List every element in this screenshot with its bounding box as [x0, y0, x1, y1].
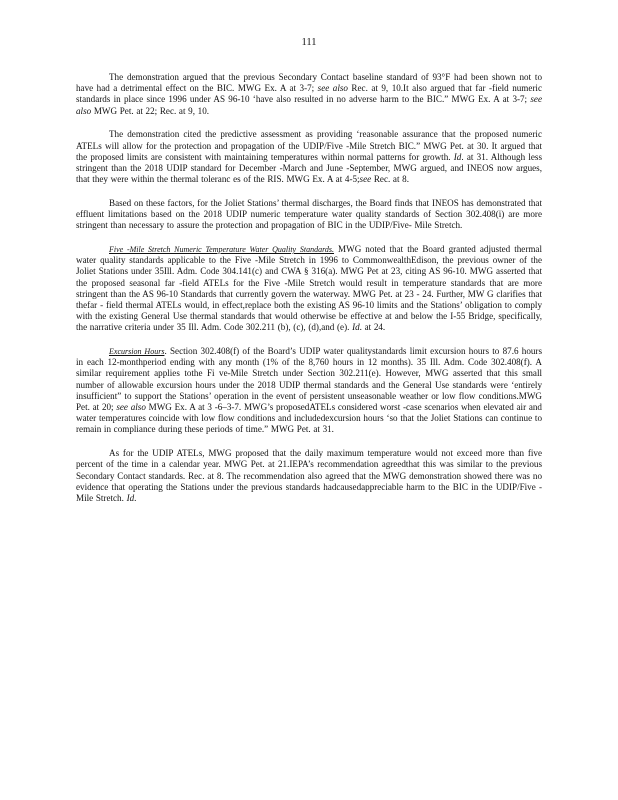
paragraph-text: Id	[126, 493, 135, 503]
paragraph-text: .	[134, 493, 137, 503]
section-heading: Five -Mile Stretch Numeric Temperature Water Quality Standards.	[109, 244, 334, 254]
paragraph	[76, 244, 542, 334]
paragraph-text: see	[359, 174, 372, 185]
paragraph-text: MWG Ex. A at 3 -6–3-7. MWG’s proposedATELs considered worst -case scenarios when elevated air and water temperatures coincide with low flow conditions and includedexcursion hours ‘so that the Joliet Stations can continue to remain in compliance during these periods of time.” MWG Pet. at 31.	[76, 402, 542, 435]
paragraph	[76, 346, 542, 436]
paragraph-text: Rec. at 9, 10.It also argued that far -field numeric standards in place since 1996 under AS 96-10 ‘have also resulted in no adverse harm to the BIC.” MWG Ex. A at 3-7;	[76, 83, 542, 105]
paragraph	[76, 448, 542, 504]
paragraph-text: Based on these factors, for the Joliet Stations’ thermal discharges, the Board finds that INEOS has demonstrated that effluent limitations based on the 2018 UDIP numeric temperature water quality standards of Section 302.408(i) are more stringent than necessary to assure the protection and propagation of BIC in the UDIP/Five- Mile Stretch.	[76, 197, 542, 231]
paragraph-text: Id	[352, 322, 360, 333]
paragraph-text: The demonstration argued that the previous Secondary Contact baseline standard of 93°F had been shown not to have had a detrimental effect on the BIC. MWG Ex. A at 3-7;	[76, 72, 542, 94]
paragraph-text: see also	[116, 402, 146, 413]
paragraph-text: MWG noted that the Board granted adjusted thermal water quality standards applicable to the Five -Mile Stretch in 1996 to CommonwealthEdison, the previous owner of the Joliet Stations under 35Ill. Adm. Code 304.141(c) and CWA § 316(a). MWG Pet at 23, citing AS 96-10. MWG asserted that the proposed seasonal far -field ATELs for the Five -Mile Stretch would result in temperature standards that are more stringent than the AS 96-10 Standards that currently govern the waterway. MWG Pet. at 23 - 24. Further, MW G clarifies that thefar - field thermal ATELs would, in effect,replace both the existing AS 96-10 limits and the Stations’ obligation to comply with the existing General Use thermal standards that would otherwise be effective at and below the I-55 Bridge, specifically, the narrative criteria under 35 Ill. Adm. Code 302.211 (b), (c), (d),and (e).	[76, 243, 542, 333]
paragraph-text: Id	[453, 151, 462, 162]
paragraph-text: MWG Pet. at 22; Rec. at 9, 10.	[91, 105, 210, 116]
paragraph-text: . at 24.	[359, 322, 386, 333]
paragraph-text: The demonstration cited the predictive assessment as providing ‘reasonable assurance that the proposed numeric ATELs will allow for the protection and propagation of the UDIP/Five -Mile Stretch BIC.” MWG Pet. at 30. It argued that the proposed limits are consistent with maintaining temperatures within normal patterns for growth.	[76, 129, 542, 162]
paragraph-text: As for the UDIP ATELs, MWG proposed that the daily maximum temperature would not exceed more than five percent of the time in a calendar year. MWG Pet. at 21.IEPA’s recommendation agreedthat this was similar to the previous Secondary Contact standards. Rec. at 8. The recommendation also agreed that the MWG demonstration showed there was no evidence that operating the Stations under the previous standards hadcausedappreciable harm to the BIC in the UDIP/Five -Mile Stretch.	[76, 448, 542, 503]
paragraph	[76, 72, 542, 117]
document-body	[76, 72, 542, 517]
section-heading: Excursion Hours	[109, 347, 165, 357]
paragraph-text: . at 31. Although less stringent than the 2018 UDIP standard for December -March and June -September, MWG argued, and INEOS now argues, that they were within the thermal toleranc es of the RIS. MWG Ex. A at 4-5;	[76, 151, 543, 185]
paragraph-text: Rec. at 8.	[371, 174, 409, 185]
paragraph-text: see also	[317, 83, 348, 94]
paragraph-text: . Section 302.408(f) of the Board’s UDIP water qualitystandards limit excursion hours to 87.6 hours in each 12-monthperiod ending with any month (1% of the 8,760 hours in 12 months). 35 Ill. Adm. Code 302.408(f). A similar requirement applies tothe Fi ve-Mile Stretch under Section 302.211(e). However, MWG asserted that this small number of allowable excursion hours under the 2018 UDIP thermal standards and the General Use standards were ‘entirely insufficient” to support the Stations’ operation in the event of persistent unseasonable weather or low flow conditions.MWG Pet. at 20;	[76, 346, 542, 413]
paragraph-text: see also	[76, 94, 542, 116]
paragraph	[76, 129, 542, 185]
paragraph	[76, 198, 542, 232]
page-number: 111	[301, 37, 317, 48]
